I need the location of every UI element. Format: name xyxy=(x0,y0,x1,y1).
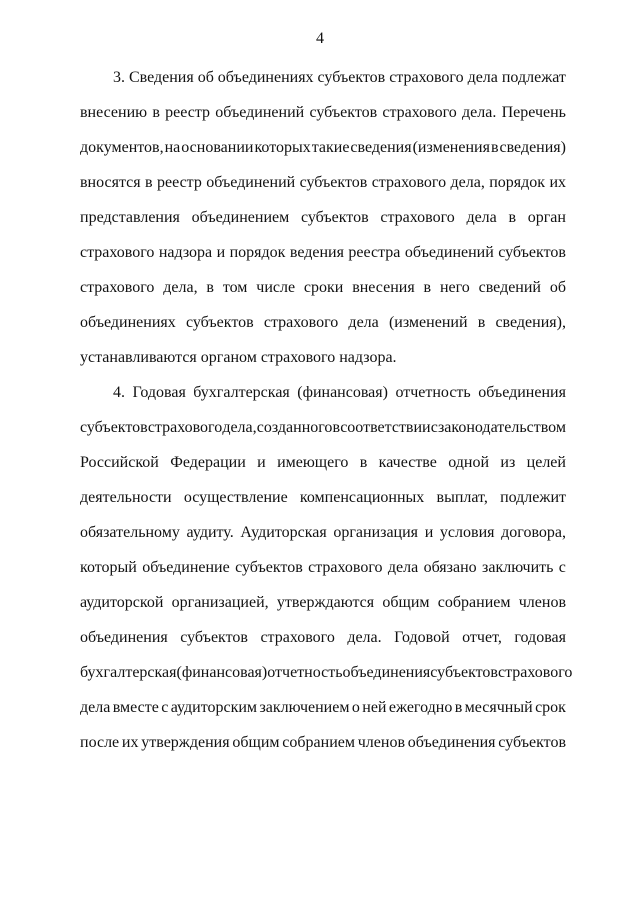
word: сведения), xyxy=(495,314,566,331)
word: дела. xyxy=(347,629,382,646)
word: на xyxy=(164,139,181,156)
word: субъектов xyxy=(309,104,378,121)
word: Федерации xyxy=(170,454,246,471)
word: Сведения xyxy=(128,69,194,86)
word: числе xyxy=(256,279,296,296)
word: и xyxy=(424,524,434,541)
word: объединений xyxy=(206,174,296,191)
text-line xyxy=(80,515,566,550)
text-line xyxy=(80,690,566,725)
word: (финансовая) xyxy=(297,384,388,401)
word: объединением xyxy=(191,209,290,226)
word: дела, xyxy=(163,279,198,296)
word: аудиторским xyxy=(170,699,258,716)
word: аудиторской xyxy=(80,594,164,611)
word: после xyxy=(80,734,120,751)
word: ведения xyxy=(289,244,344,261)
word: обязательному xyxy=(80,524,180,541)
word: об xyxy=(197,69,214,86)
text-line xyxy=(80,550,566,585)
word: соответствии xyxy=(340,419,431,436)
word: реестра xyxy=(348,244,401,261)
word: него xyxy=(439,279,470,296)
word: в xyxy=(332,419,341,436)
word: условия xyxy=(439,524,495,541)
text-line xyxy=(80,60,566,95)
word: основании xyxy=(181,139,254,156)
word: внесению xyxy=(80,104,148,121)
word: субъектов xyxy=(300,209,369,226)
word: 3. xyxy=(113,69,125,86)
word: компенсационных xyxy=(299,489,425,506)
word: общим xyxy=(382,594,430,611)
word: в xyxy=(152,104,160,121)
word: в xyxy=(423,279,432,296)
word: страхового xyxy=(380,209,455,226)
word: бухгалтерская xyxy=(80,664,177,681)
word: вместе xyxy=(112,699,159,716)
word: органом xyxy=(200,349,257,366)
word: утверждения xyxy=(141,734,230,751)
word: собранием xyxy=(282,734,355,751)
text-line xyxy=(80,620,566,655)
word: собранием xyxy=(437,594,511,611)
word: объединений xyxy=(215,104,305,121)
word: дела xyxy=(467,69,498,86)
word: страхового xyxy=(260,629,335,646)
word: ежегодно xyxy=(388,699,453,716)
word: срок xyxy=(535,699,566,716)
text-line xyxy=(80,235,566,270)
text-line xyxy=(80,655,573,690)
text-line xyxy=(80,130,566,165)
word: деятельности xyxy=(80,489,172,506)
word: порядок xyxy=(489,174,546,191)
word: (финансовая) xyxy=(176,664,268,681)
word: и xyxy=(216,244,226,261)
word: организацией, xyxy=(171,594,269,611)
word: страхового xyxy=(147,419,223,436)
word: документов, xyxy=(80,139,164,156)
word: объединение xyxy=(142,559,230,576)
word: сведения) xyxy=(499,139,566,156)
word: субъектов xyxy=(299,174,368,191)
word: в xyxy=(508,209,517,226)
word: дела xyxy=(387,559,419,576)
paragraph-3 xyxy=(80,60,566,375)
word: дела xyxy=(348,314,379,331)
word: членов xyxy=(357,734,405,751)
word: страхового xyxy=(371,174,447,191)
word: объединения xyxy=(342,664,431,681)
word: в xyxy=(359,454,368,471)
word: объединения xyxy=(478,384,566,401)
word: членов xyxy=(518,594,566,611)
word: страхового xyxy=(80,244,155,261)
word: орган xyxy=(527,209,566,226)
word: субъектов xyxy=(498,734,566,751)
word: законодательством xyxy=(437,419,566,436)
word: годовая xyxy=(514,629,566,646)
word: сведений xyxy=(478,279,541,296)
word: с xyxy=(161,699,169,716)
text-line xyxy=(80,340,566,375)
word: общим xyxy=(232,734,280,751)
word: субъектов xyxy=(317,69,386,86)
word: Российской xyxy=(80,454,159,471)
word: созданного xyxy=(256,419,333,436)
word: объединений xyxy=(404,244,494,261)
word: с xyxy=(430,419,438,436)
word: Годовой xyxy=(394,629,450,646)
document-body xyxy=(80,60,573,760)
text-line xyxy=(80,375,566,410)
word: страхового xyxy=(260,349,336,366)
word: с xyxy=(558,559,566,576)
word: о xyxy=(351,699,360,716)
word: объединения xyxy=(407,734,496,751)
word: дела, xyxy=(450,174,485,191)
word: подлежит xyxy=(500,489,566,506)
word: сведения xyxy=(350,139,412,156)
word: отчетность xyxy=(267,664,343,681)
word: субъектов xyxy=(180,629,248,646)
word: том xyxy=(222,279,248,296)
word: такие xyxy=(311,139,350,156)
word: в xyxy=(477,314,486,331)
text-line xyxy=(80,410,566,445)
text-line xyxy=(80,585,566,620)
word: бухгалтерская xyxy=(193,384,290,401)
word: реестр xyxy=(165,104,211,121)
word: который xyxy=(80,559,137,576)
word: подлежат xyxy=(501,69,566,86)
word: вносятся xyxy=(80,174,141,191)
word: надзора. xyxy=(339,349,397,366)
word: их xyxy=(549,174,566,191)
word: (изменения xyxy=(412,139,490,156)
word: 4. xyxy=(113,384,125,401)
word: дела, xyxy=(222,419,257,436)
word: в xyxy=(490,139,499,156)
word: осуществление xyxy=(183,489,288,506)
word: надзора xyxy=(158,244,213,261)
word: и xyxy=(257,454,266,471)
word: порядок xyxy=(229,244,286,261)
word: Аудиторская xyxy=(240,524,327,541)
text-line xyxy=(80,200,566,235)
word: объединения xyxy=(80,629,168,646)
word: внесения xyxy=(352,279,415,296)
word: одной xyxy=(448,454,490,471)
word: дела xyxy=(466,209,497,226)
text-line xyxy=(80,725,566,760)
word: объединениях xyxy=(80,314,176,331)
word: договора, xyxy=(501,524,566,541)
text-line xyxy=(80,270,566,305)
word: об xyxy=(549,279,566,296)
word: устанавливаются xyxy=(80,349,197,366)
word: субъектов xyxy=(235,559,303,576)
word: Перечень xyxy=(501,104,566,121)
word: субъектов xyxy=(430,664,498,681)
word: заключением xyxy=(259,699,350,716)
word: ней xyxy=(362,699,387,716)
text-line xyxy=(80,480,566,515)
word: реестр xyxy=(156,174,202,191)
word: месячный xyxy=(464,699,533,716)
word: (изменений xyxy=(388,314,468,331)
word: их xyxy=(121,734,139,751)
word: организация xyxy=(333,524,419,541)
word: дела. xyxy=(462,104,497,121)
word: из xyxy=(500,454,516,471)
word: Годовая xyxy=(132,384,186,401)
text-line xyxy=(80,445,566,480)
word: имеющего xyxy=(277,454,349,471)
word: целей xyxy=(526,454,566,471)
word: страхового xyxy=(80,279,155,296)
word: объединениях xyxy=(217,69,314,86)
word: в xyxy=(145,174,153,191)
word: утверждаются xyxy=(276,594,375,611)
word: страхового xyxy=(382,104,457,121)
paragraph-4 xyxy=(80,375,573,760)
word: в xyxy=(206,279,214,296)
word: сроки xyxy=(303,279,344,296)
word: представления xyxy=(80,209,180,226)
page-number: 4 xyxy=(316,30,324,47)
word: страхового xyxy=(308,559,383,576)
word: страхового xyxy=(263,314,339,331)
word: в xyxy=(454,699,463,716)
word: субъектов xyxy=(498,244,566,261)
word: страхового xyxy=(497,664,573,681)
text-line xyxy=(80,95,566,130)
word: которых xyxy=(254,139,311,156)
word: качестве xyxy=(378,454,437,471)
word: обязано xyxy=(423,559,477,576)
word: субъектов xyxy=(185,314,254,331)
word: субъектов xyxy=(80,419,148,436)
word: страхового xyxy=(389,69,464,86)
word: отчет, xyxy=(462,629,502,646)
word: аудиту. xyxy=(186,524,234,541)
word: отчетность xyxy=(395,384,471,401)
word: выплат, xyxy=(436,489,488,506)
text-line xyxy=(80,165,566,200)
word: дела xyxy=(80,699,111,716)
text-line xyxy=(80,305,566,340)
word: заключить xyxy=(482,559,554,576)
